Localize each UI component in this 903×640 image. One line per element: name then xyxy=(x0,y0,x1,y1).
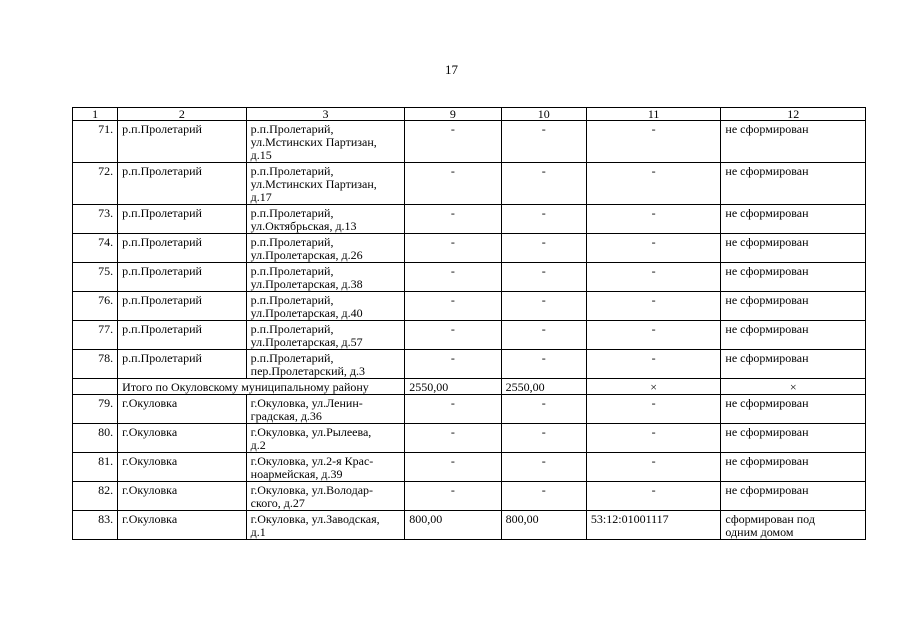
col11-cell: - xyxy=(586,205,721,234)
status-cell xyxy=(721,482,866,511)
address-line: градская, д.36 xyxy=(250,409,322,423)
settlement-cell: г.Окуловка xyxy=(118,453,246,482)
settlement-cell: г.Окуловка xyxy=(118,511,246,540)
table-row xyxy=(73,350,866,379)
address-cell xyxy=(246,121,405,163)
col9-cell: - xyxy=(405,321,501,350)
address-line: ул.Пролетарская, д.26 xyxy=(250,248,363,262)
col9-cell: 800,00 xyxy=(405,511,501,540)
row-number-cell: 76. xyxy=(73,292,118,321)
address-line: ул.Мстинских Партизан, xyxy=(250,135,377,149)
address-line: ул.Мстинских Партизан, xyxy=(250,177,377,191)
address-cell xyxy=(246,482,405,511)
col10-cell: 800,00 xyxy=(501,511,586,540)
col9-cell: - xyxy=(405,395,501,424)
col10-cell: - xyxy=(501,292,586,321)
settlement-cell: р.п.Пролетарий xyxy=(118,350,246,379)
total-value-cell: 2550,00 xyxy=(405,379,501,395)
address-line: р.п.Пролетарий, xyxy=(250,351,334,365)
row-number-cell: 73. xyxy=(73,205,118,234)
col11-cell: - xyxy=(586,424,721,453)
address-cell xyxy=(246,205,405,234)
total-empty-cell xyxy=(73,379,118,395)
col9-cell: - xyxy=(405,482,501,511)
settlement-cell: р.п.Пролетарий xyxy=(118,292,246,321)
address-line: г.Окуловка, ул.Ленин- xyxy=(250,396,363,410)
status-cell xyxy=(721,511,866,540)
col9-cell: - xyxy=(405,263,501,292)
address-line: г.Окуловка, ул.Рылеева, xyxy=(250,425,372,439)
column-header: 11 xyxy=(586,108,721,121)
row-number-cell: 74. xyxy=(73,234,118,263)
status-cell xyxy=(721,395,866,424)
status-cell xyxy=(721,163,866,205)
col11-cell: - xyxy=(586,453,721,482)
row-number-cell: 78. xyxy=(73,350,118,379)
address-line: р.п.Пролетарий, xyxy=(250,164,334,178)
col11-cell: - xyxy=(586,292,721,321)
table-body xyxy=(73,121,866,540)
address-line: р.п.Пролетарий, xyxy=(250,235,334,249)
table-row xyxy=(73,205,866,234)
address-line: ул.Пролетарская, д.40 xyxy=(250,306,363,320)
status-line: не сформирован xyxy=(725,396,809,410)
address-line: р.п.Пролетарий, xyxy=(250,293,334,307)
col10-cell: - xyxy=(501,482,586,511)
col9-cell: - xyxy=(405,424,501,453)
col10-cell: - xyxy=(501,163,586,205)
table-row xyxy=(73,121,866,163)
address-cell xyxy=(246,424,405,453)
address-cell xyxy=(246,453,405,482)
table-row xyxy=(73,482,866,511)
address-cell xyxy=(246,234,405,263)
address-line: ул.Пролетарская, д.38 xyxy=(250,277,363,291)
col10-cell: - xyxy=(501,350,586,379)
row-number-cell: 75. xyxy=(73,263,118,292)
status-cell xyxy=(721,453,866,482)
col11-cell: - xyxy=(586,350,721,379)
col11-cell: - xyxy=(586,121,721,163)
address-line: г.Окуловка, ул.Володар- xyxy=(250,483,374,497)
status-cell xyxy=(721,321,866,350)
total-value-cell: 2550,00 xyxy=(501,379,586,395)
status-line: не сформирован xyxy=(725,483,809,497)
settlement-cell: р.п.Пролетарий xyxy=(118,121,246,163)
settlement-cell: г.Окуловка xyxy=(118,424,246,453)
address-cell xyxy=(246,395,405,424)
column-header: 10 xyxy=(501,108,586,121)
address-line: д.2 xyxy=(250,438,266,452)
col10-cell: - xyxy=(501,234,586,263)
settlement-cell: р.п.Пролетарий xyxy=(118,234,246,263)
col9-cell: - xyxy=(405,163,501,205)
total-row xyxy=(73,379,866,395)
status-cell xyxy=(721,205,866,234)
col9-cell: - xyxy=(405,205,501,234)
status-cell xyxy=(721,350,866,379)
col10-cell: - xyxy=(501,263,586,292)
table-row xyxy=(73,395,866,424)
status-line: сформирован под xyxy=(725,512,815,526)
row-number-cell: 81. xyxy=(73,453,118,482)
status-line: не сформирован xyxy=(725,293,809,307)
col11-cell: 53:12:01001117 xyxy=(586,511,721,540)
address-cell xyxy=(246,350,405,379)
address-cell xyxy=(246,263,405,292)
address-cell xyxy=(246,292,405,321)
row-number-cell: 83. xyxy=(73,511,118,540)
address-line: д.15 xyxy=(250,148,272,162)
column-header: 3 xyxy=(246,108,405,121)
address-line: г.Окуловка, ул.Заводская, xyxy=(250,512,380,526)
total-mark-cell: × xyxy=(586,379,721,395)
table-row xyxy=(73,234,866,263)
address-line: ноармейская, д.39 xyxy=(250,467,343,481)
status-line: не сформирован xyxy=(725,164,809,178)
address-line: р.п.Пролетарий, xyxy=(250,122,334,136)
status-line: не сформирован xyxy=(725,264,809,278)
table-row xyxy=(73,321,866,350)
col11-cell: - xyxy=(586,163,721,205)
column-header: 12 xyxy=(721,108,866,121)
status-cell xyxy=(721,292,866,321)
col11-cell: - xyxy=(586,234,721,263)
total-mark-cell: × xyxy=(721,379,866,395)
address-line: пер.Пролетарский, д.3 xyxy=(250,364,366,378)
status-line: не сформирован xyxy=(725,351,809,365)
settlement-cell: г.Окуловка xyxy=(118,482,246,511)
column-header: 1 xyxy=(73,108,118,121)
column-number-header-row xyxy=(73,108,866,121)
col10-cell: - xyxy=(501,205,586,234)
col9-cell: - xyxy=(405,121,501,163)
status-line: не сформирован xyxy=(725,454,809,468)
address-cell xyxy=(246,321,405,350)
col11-cell: - xyxy=(586,321,721,350)
column-header: 2 xyxy=(118,108,246,121)
table-row xyxy=(73,263,866,292)
status-cell xyxy=(721,234,866,263)
row-number-cell: 77. xyxy=(73,321,118,350)
register-table xyxy=(72,107,866,540)
table-row xyxy=(73,453,866,482)
col11-cell: - xyxy=(586,395,721,424)
address-line: г.Окуловка, ул.2-я Крас- xyxy=(250,454,374,468)
settlement-cell: г.Окуловка xyxy=(118,395,246,424)
page-number: 17 xyxy=(445,62,458,77)
row-number-cell: 79. xyxy=(73,395,118,424)
address-line: д.17 xyxy=(250,190,272,204)
col9-cell: - xyxy=(405,350,501,379)
col11-cell: - xyxy=(586,482,721,511)
address-line: ул.Октябрьская, д.13 xyxy=(250,219,357,233)
address-line: р.п.Пролетарий, xyxy=(250,322,334,336)
table-row xyxy=(73,424,866,453)
status-line: одним домом xyxy=(725,525,794,539)
table-row xyxy=(73,163,866,205)
status-cell xyxy=(721,121,866,163)
status-cell xyxy=(721,424,866,453)
row-number-cell: 82. xyxy=(73,482,118,511)
col10-cell: - xyxy=(501,321,586,350)
col10-cell: - xyxy=(501,453,586,482)
address-line: р.п.Пролетарий, xyxy=(250,264,334,278)
address-line: р.п.Пролетарий, xyxy=(250,206,334,220)
status-cell xyxy=(721,263,866,292)
col9-cell: - xyxy=(405,453,501,482)
col10-cell: - xyxy=(501,395,586,424)
table-row xyxy=(73,292,866,321)
settlement-cell: р.п.Пролетарий xyxy=(118,205,246,234)
status-line: не сформирован xyxy=(725,235,809,249)
col11-cell: - xyxy=(586,263,721,292)
col9-cell: - xyxy=(405,234,501,263)
address-line: ского, д.27 xyxy=(250,496,305,510)
address-cell xyxy=(246,511,405,540)
row-number-cell: 80. xyxy=(73,424,118,453)
table-row xyxy=(73,511,866,540)
status-line: не сформирован xyxy=(725,122,809,136)
settlement-cell: р.п.Пролетарий xyxy=(118,163,246,205)
col9-cell: - xyxy=(405,292,501,321)
col10-cell: - xyxy=(501,121,586,163)
settlement-cell: р.п.Пролетарий xyxy=(118,321,246,350)
settlement-cell: р.п.Пролетарий xyxy=(118,263,246,292)
column-header: 9 xyxy=(405,108,501,121)
status-line: не сформирован xyxy=(725,322,809,336)
row-number-cell: 72. xyxy=(73,163,118,205)
status-line: не сформирован xyxy=(725,425,809,439)
row-number-cell: 71. xyxy=(73,121,118,163)
address-line: ул.Пролетарская, д.57 xyxy=(250,335,363,349)
address-line: д.1 xyxy=(250,525,266,539)
address-cell xyxy=(246,163,405,205)
status-line: не сформирован xyxy=(725,206,809,220)
total-label-cell: Итого по Окуловскому муниципальному району xyxy=(118,379,405,395)
col10-cell: - xyxy=(501,424,586,453)
